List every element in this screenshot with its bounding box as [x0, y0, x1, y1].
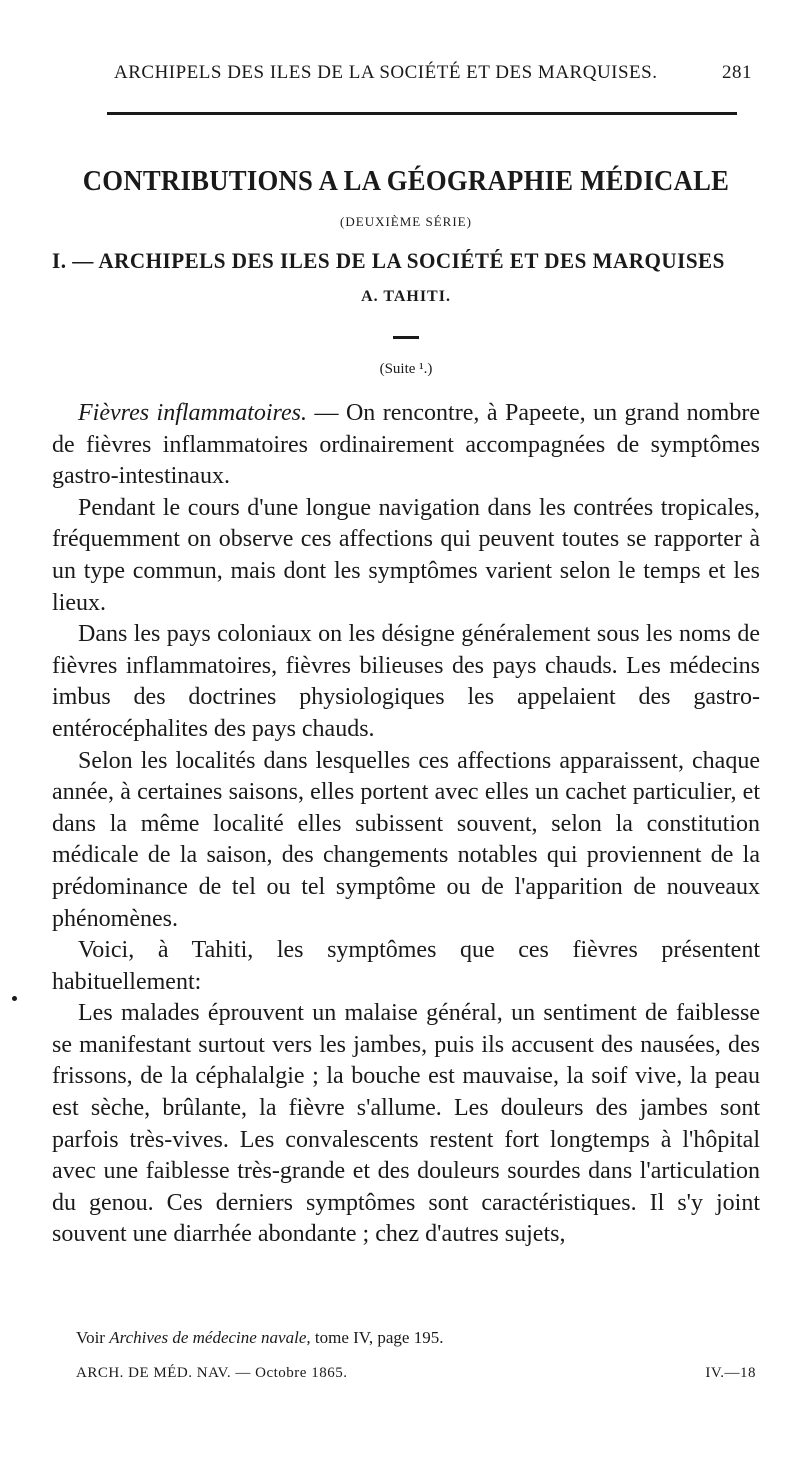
paragraph — [52, 493, 760, 619]
series-label: (DEUXIÈME SÉRIE) — [340, 214, 472, 229]
paragraph — [52, 746, 760, 936]
footnote-prefix: Voir — [76, 1328, 110, 1347]
header-rule — [107, 112, 737, 115]
paragraph-text: Pendant le cours d'une longue navigation dans les contrées tropicales, fréquemment on observe ces affections qui peuvent toutes se rapporter à un type commun, mais dont les symptômes varient selon le temps et les lieux. — [52, 494, 760, 616]
footer-signature-left: ARCH. DE MÉD. NAV. — Octobre 1865. — [76, 1365, 348, 1381]
article-title: CONTRIBUTIONS A LA GÉOGRAPHIE MÉDICALE — [82, 165, 730, 197]
paragraph — [52, 935, 760, 998]
paragraph — [52, 398, 760, 493]
separator-dash — [393, 336, 419, 339]
paragraph-text: Dans les pays coloniaux on les désigne généralement sous les noms de fièvres inflammatoires, fièvres bilieuses des pays chauds. Les médecins imbus des doctrines physiologiques les appelaient des gastro-entérocéphalites des pays chauds. — [52, 621, 760, 742]
footnote-rest: tome IV, page 195. — [310, 1328, 444, 1347]
paragraph-text: — On rencontre, à Papeete, un grand nombre de fièvres inflammatoires ordinairement accompagnées de symptômes gastro-intestinaux. — [52, 400, 760, 490]
paragraph-lead: Fièvres inflammatoires. — [78, 400, 307, 426]
running-head — [52, 62, 760, 84]
continuation-note: (Suite ¹.) — [379, 361, 433, 377]
paragraph-text: Les malades éprouvent un malaise général, un sentiment de faiblesse se manifestant surtout vers les jambes, puis ils accusent des nausées, des frissons, de la céphalalgie ; la bouche est mauvaise, la soif vive, la peau est sèche, brûlante, la fièvre s'allume. Les douleurs des jambes sont parfois très-vives. Les convalescents restent fort longtemps à l'hôpital avec une faiblesse très-grande et des douleurs sourdes dans l'articulation du genou. Ces derniers symptômes sont caractéristiques. Il s'y joint souvent une diarrhée abondante ; chez d'autres sujets, — [52, 1000, 760, 1248]
footnote — [76, 1328, 443, 1348]
paragraph-text: Voici, à Tahiti, les symptômes que ces fièvres présentent habituellement: — [52, 937, 760, 995]
section-heading: I. — ARCHIPELS DES ILES DE LA SOCIÉTÉ ET DES MARQUISES — [52, 248, 725, 273]
page-number: 281 — [722, 62, 752, 83]
footer-signature-right: IV.—18 — [705, 1365, 756, 1381]
body-text — [52, 398, 760, 1251]
margin-mark — [12, 996, 17, 1001]
paragraph — [52, 619, 760, 745]
running-title: ARCHIPELS DES ILES DE LA SOCIÉTÉ ET DES MARQUISES. — [114, 62, 658, 83]
paragraph — [52, 998, 760, 1251]
subsection-heading: A. TAHITI. — [361, 288, 451, 305]
footnote-source: Archives de médecine navale, — [109, 1328, 311, 1347]
paragraph-text: Selon les localités dans lesquelles ces affections apparaissent, chaque année, à certaines saisons, elles portent avec elles un cachet particulier, et dans la même localité elles subissent souvent, selon la constitution médicale de la saison, des changements notables qui proviennent de la prédominance de tel ou tel symptôme ou de l'apparition de nouveaux phénomènes. — [52, 747, 760, 932]
page-footer — [76, 1365, 756, 1382]
